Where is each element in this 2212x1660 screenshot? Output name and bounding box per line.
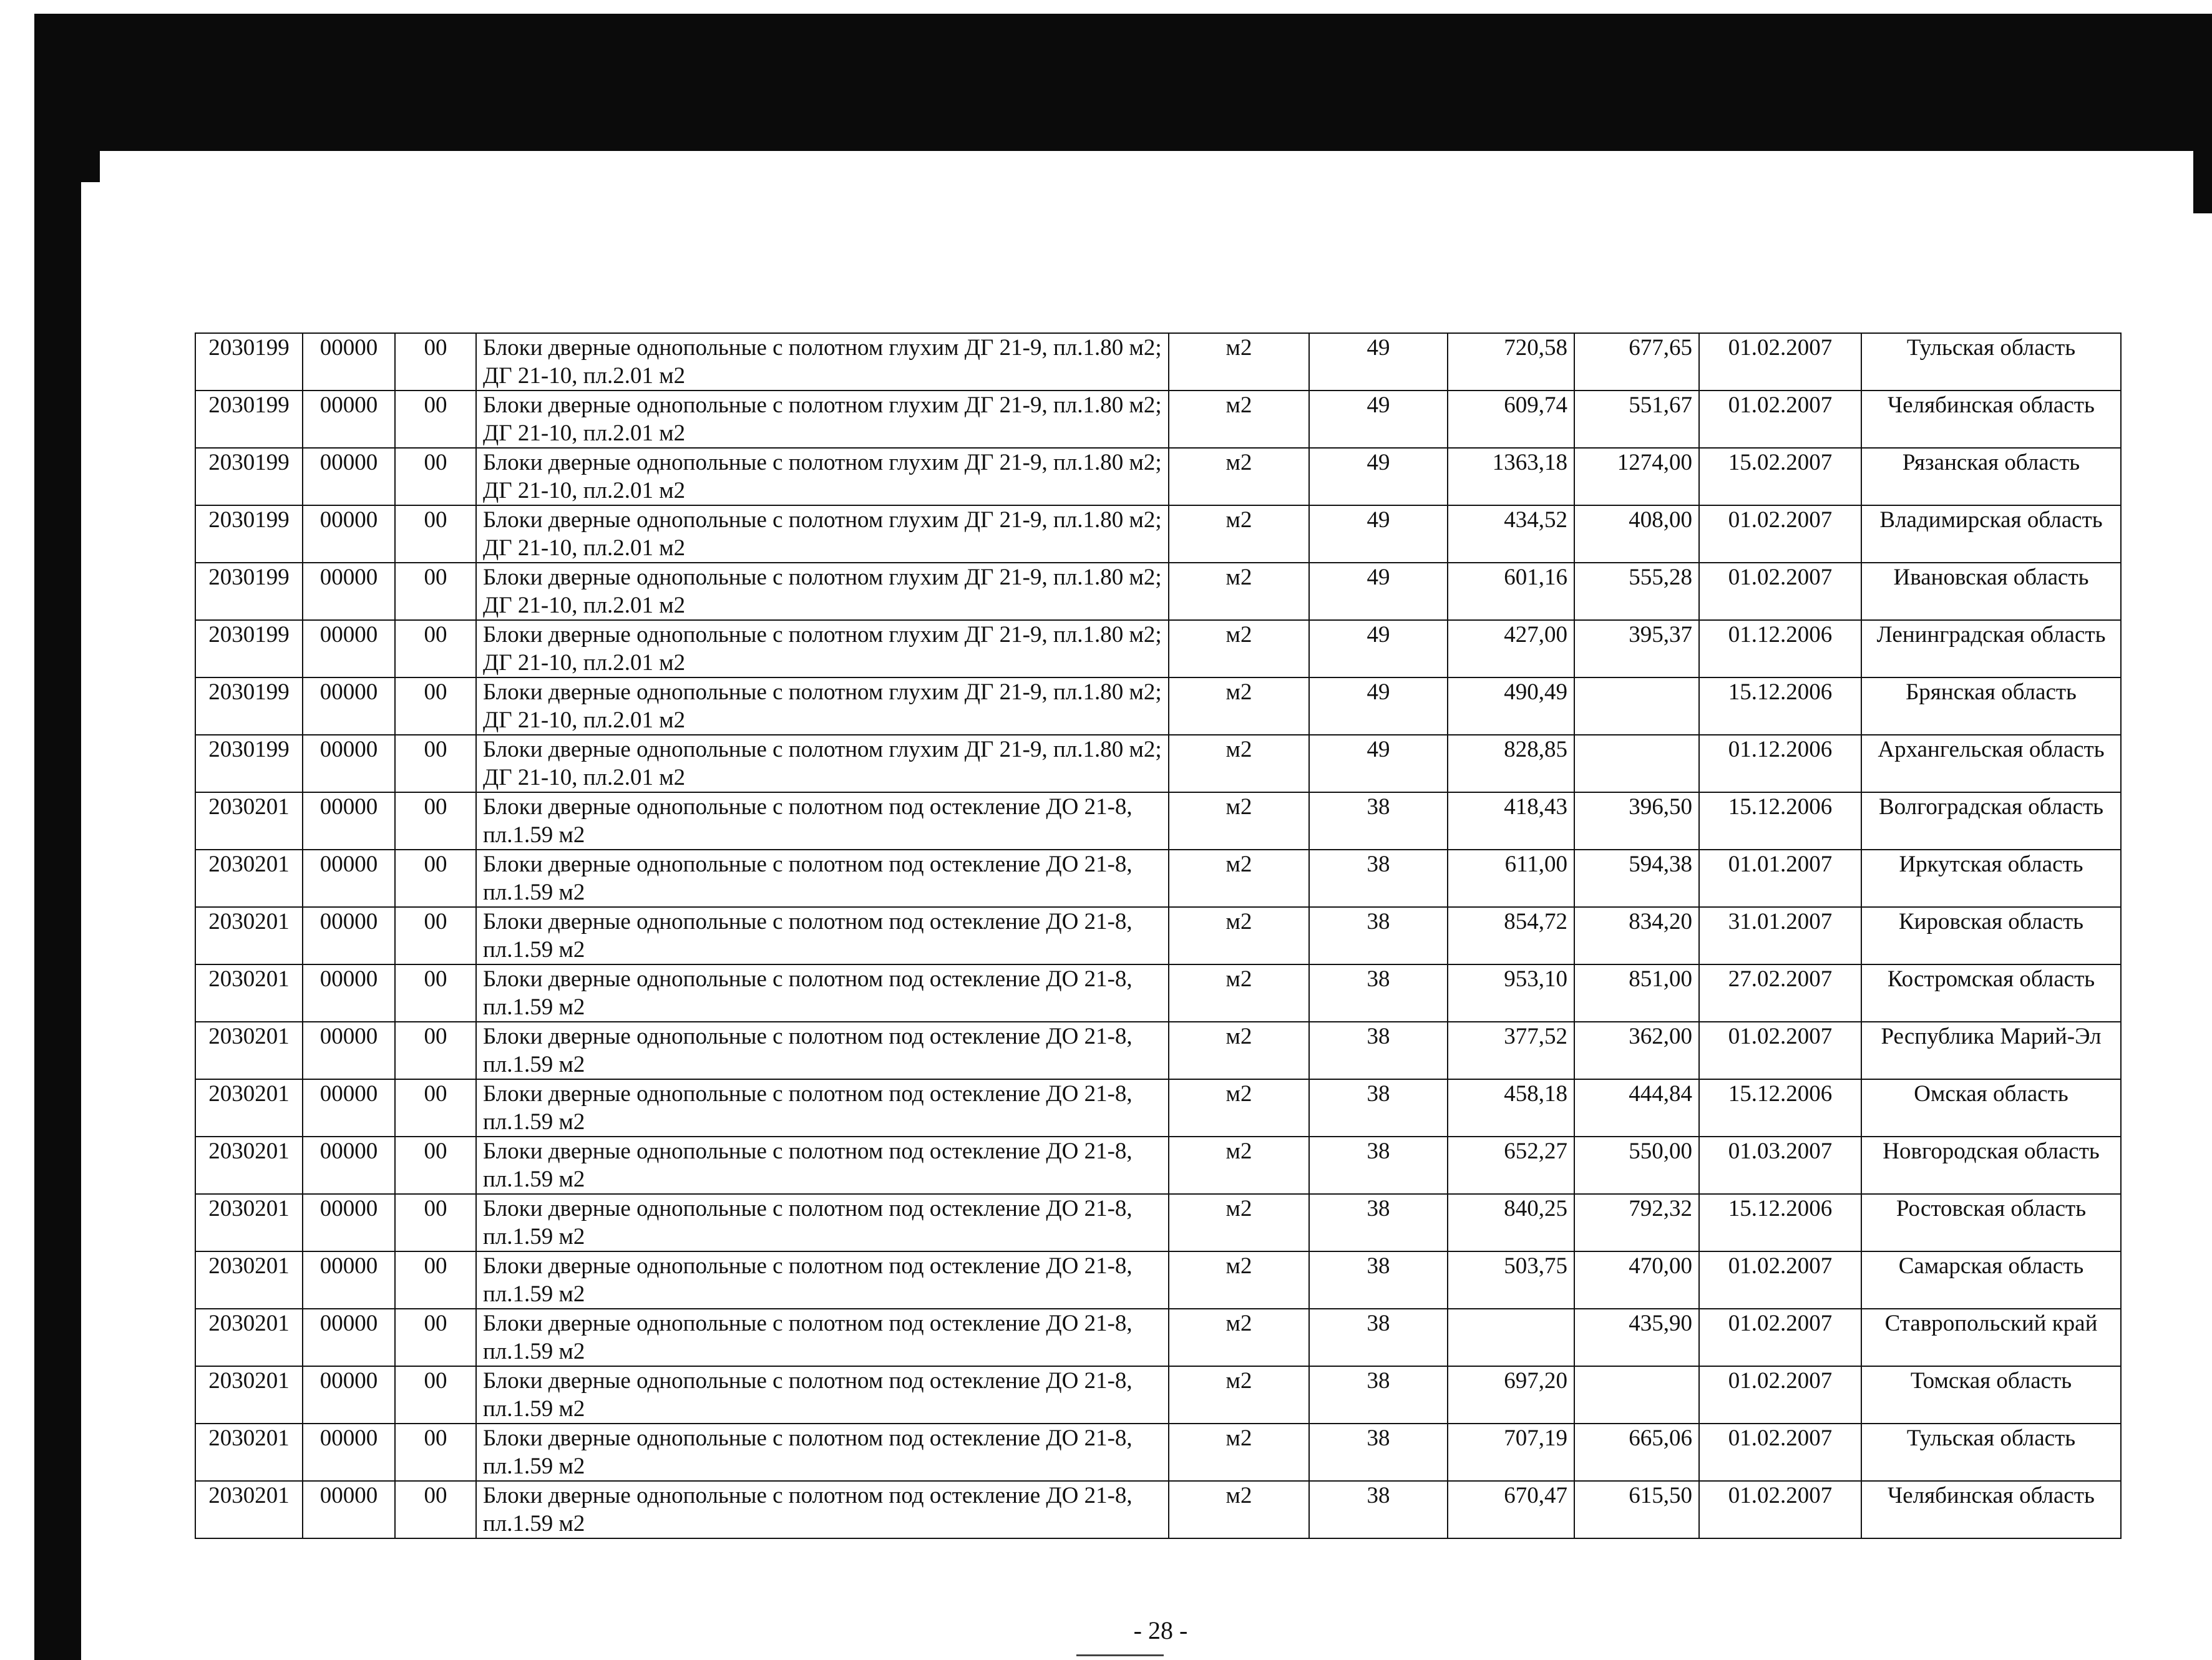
cell-description: Блоки дверные однопольные с полотном глухим ДГ 21-9, пл.1.80 м2; ДГ 21-10, пл.2.01 м2 <box>476 333 1169 391</box>
cell-price-1: 609,74 <box>1448 391 1574 448</box>
cell-price-1: 840,25 <box>1448 1194 1574 1251</box>
cell-code: 2030201 <box>195 1137 303 1194</box>
cell-class: 00 <box>395 907 476 964</box>
cell-description: Блоки дверные однопольные с полотном под остекление ДО 21-8, пл.1.59 м2 <box>476 907 1169 964</box>
cell-region: Челябинская область <box>1861 391 2121 448</box>
table-row <box>195 1194 2121 1251</box>
cell-number: 38 <box>1309 1194 1448 1251</box>
table-row <box>195 505 2121 563</box>
cell-date: 01.02.2007 <box>1699 1481 1861 1538</box>
cell-date: 01.01.2007 <box>1699 850 1861 907</box>
cell-date: 01.02.2007 <box>1699 333 1861 391</box>
cell-region: Тульская область <box>1861 333 2121 391</box>
cell-description: Блоки дверные однопольные с полотном глухим ДГ 21-9, пл.1.80 м2; ДГ 21-10, пл.2.01 м2 <box>476 735 1169 792</box>
cell-code: 2030201 <box>195 1022 303 1079</box>
cell-price-2 <box>1574 1366 1699 1424</box>
cell-code: 2030199 <box>195 677 303 735</box>
cell-description: Блоки дверные однопольные с полотном под остекление ДО 21-8, пл.1.59 м2 <box>476 1366 1169 1424</box>
cell-date: 27.02.2007 <box>1699 964 1861 1022</box>
cell-class: 00 <box>395 964 476 1022</box>
cell-subcode: 00000 <box>303 1022 395 1079</box>
cell-region: Кировская область <box>1861 907 2121 964</box>
table-row <box>195 333 2121 391</box>
cell-region: Республика Марий-Эл <box>1861 1022 2121 1079</box>
cell-price-1: 854,72 <box>1448 907 1574 964</box>
cell-number: 38 <box>1309 792 1448 850</box>
cell-code: 2030199 <box>195 563 303 620</box>
cell-unit: м2 <box>1169 792 1309 850</box>
table-row <box>195 964 2121 1022</box>
cell-date: 01.02.2007 <box>1699 1424 1861 1481</box>
cell-number: 49 <box>1309 391 1448 448</box>
cell-subcode: 00000 <box>303 1309 395 1366</box>
cell-price-1: 1363,18 <box>1448 448 1574 505</box>
cell-subcode: 00000 <box>303 1481 395 1538</box>
cell-subcode: 00000 <box>303 850 395 907</box>
cell-class: 00 <box>395 1079 476 1137</box>
table-row <box>195 1137 2121 1194</box>
cell-description: Блоки дверные однопольные с полотном глухим ДГ 21-9, пл.1.80 м2; ДГ 21-10, пл.2.01 м2 <box>476 448 1169 505</box>
cell-code: 2030201 <box>195 1251 303 1309</box>
cell-code: 2030201 <box>195 792 303 850</box>
cell-description: Блоки дверные однопольные с полотном под остекление ДО 21-8, пл.1.59 м2 <box>476 850 1169 907</box>
cell-price-2: 396,50 <box>1574 792 1699 850</box>
cell-subcode: 00000 <box>303 907 395 964</box>
cell-description: Блоки дверные однопольные с полотном глухим ДГ 21-9, пл.1.80 м2; ДГ 21-10, пл.2.01 м2 <box>476 677 1169 735</box>
cell-unit: м2 <box>1169 563 1309 620</box>
table-row <box>195 1022 2121 1079</box>
cell-subcode: 00000 <box>303 735 395 792</box>
cell-unit: м2 <box>1169 505 1309 563</box>
cell-class: 00 <box>395 1366 476 1424</box>
cell-class: 00 <box>395 1251 476 1309</box>
cell-price-1: 828,85 <box>1448 735 1574 792</box>
cell-number: 49 <box>1309 505 1448 563</box>
cell-subcode: 00000 <box>303 563 395 620</box>
cell-date: 15.12.2006 <box>1699 1079 1861 1137</box>
cell-region: Брянская область <box>1861 677 2121 735</box>
cell-unit: м2 <box>1169 964 1309 1022</box>
table-row <box>195 391 2121 448</box>
cell-number: 49 <box>1309 448 1448 505</box>
cell-unit: м2 <box>1169 1366 1309 1424</box>
cell-number: 38 <box>1309 1366 1448 1424</box>
cell-code: 2030199 <box>195 333 303 391</box>
table-row <box>195 1424 2121 1481</box>
table-row <box>195 850 2121 907</box>
cell-price-1: 720,58 <box>1448 333 1574 391</box>
table-row <box>195 735 2121 792</box>
table-row <box>195 563 2121 620</box>
cell-price-1: 611,00 <box>1448 850 1574 907</box>
price-table <box>195 332 2122 1539</box>
cell-price-2: 615,50 <box>1574 1481 1699 1538</box>
cell-price-1: 652,27 <box>1448 1137 1574 1194</box>
cell-unit: м2 <box>1169 850 1309 907</box>
cell-region: Иркутская область <box>1861 850 2121 907</box>
cell-code: 2030201 <box>195 850 303 907</box>
cell-subcode: 00000 <box>303 448 395 505</box>
cell-price-1: 601,16 <box>1448 563 1574 620</box>
cell-code: 2030199 <box>195 505 303 563</box>
scan-border-top <box>34 14 2212 151</box>
page-number: - 28 - <box>1133 1616 1188 1644</box>
cell-unit: м2 <box>1169 1424 1309 1481</box>
cell-price-2: 594,38 <box>1574 850 1699 907</box>
cell-price-2: 792,32 <box>1574 1194 1699 1251</box>
cell-number: 49 <box>1309 735 1448 792</box>
cell-unit: м2 <box>1169 620 1309 677</box>
cell-date: 01.03.2007 <box>1699 1137 1861 1194</box>
cell-class: 00 <box>395 333 476 391</box>
cell-price-1: 377,52 <box>1448 1022 1574 1079</box>
scan-border-left <box>34 14 81 1660</box>
cell-code: 2030201 <box>195 1079 303 1137</box>
cell-class: 00 <box>395 505 476 563</box>
cell-class: 00 <box>395 850 476 907</box>
cell-description: Блоки дверные однопольные с полотном под остекление ДО 21-8, пл.1.59 м2 <box>476 964 1169 1022</box>
cell-class: 00 <box>395 1022 476 1079</box>
cell-unit: м2 <box>1169 1481 1309 1538</box>
cell-subcode: 00000 <box>303 505 395 563</box>
cell-unit: м2 <box>1169 1022 1309 1079</box>
cell-date: 15.02.2007 <box>1699 448 1861 505</box>
cell-subcode: 00000 <box>303 964 395 1022</box>
cell-subcode: 00000 <box>303 1137 395 1194</box>
cell-subcode: 00000 <box>303 792 395 850</box>
cell-class: 00 <box>395 1309 476 1366</box>
cell-date: 01.02.2007 <box>1699 1251 1861 1309</box>
cell-date: 01.02.2007 <box>1699 1022 1861 1079</box>
cell-description: Блоки дверные однопольные с полотном под остекление ДО 21-8, пл.1.59 м2 <box>476 1137 1169 1194</box>
cell-code: 2030199 <box>195 448 303 505</box>
cell-date: 15.12.2006 <box>1699 792 1861 850</box>
cell-price-1: 458,18 <box>1448 1079 1574 1137</box>
cell-number: 38 <box>1309 1309 1448 1366</box>
cell-code: 2030199 <box>195 391 303 448</box>
cell-region: Рязанская область <box>1861 448 2121 505</box>
cell-code: 2030201 <box>195 1194 303 1251</box>
cell-code: 2030201 <box>195 907 303 964</box>
cell-code: 2030201 <box>195 1424 303 1481</box>
cell-code: 2030199 <box>195 620 303 677</box>
cell-date: 01.02.2007 <box>1699 563 1861 620</box>
cell-price-2: 555,28 <box>1574 563 1699 620</box>
table-row <box>195 1366 2121 1424</box>
cell-price-2: 550,00 <box>1574 1137 1699 1194</box>
cell-price-2: 470,00 <box>1574 1251 1699 1309</box>
cell-unit: м2 <box>1169 735 1309 792</box>
cell-number: 38 <box>1309 907 1448 964</box>
table-row <box>195 1481 2121 1538</box>
cell-date: 01.02.2007 <box>1699 505 1861 563</box>
cell-code: 2030201 <box>195 964 303 1022</box>
cell-price-2: 665,06 <box>1574 1424 1699 1481</box>
cell-class: 00 <box>395 677 476 735</box>
cell-price-2: 551,67 <box>1574 391 1699 448</box>
table-row <box>195 620 2121 677</box>
cell-class: 00 <box>395 1424 476 1481</box>
cell-class: 00 <box>395 391 476 448</box>
cell-date: 15.12.2006 <box>1699 1194 1861 1251</box>
cell-subcode: 00000 <box>303 333 395 391</box>
cell-description: Блоки дверные однопольные с полотном глухим ДГ 21-9, пл.1.80 м2; ДГ 21-10, пл.2.01 м2 <box>476 563 1169 620</box>
cell-price-1: 953,10 <box>1448 964 1574 1022</box>
cell-code: 2030201 <box>195 1481 303 1538</box>
cell-code: 2030201 <box>195 1309 303 1366</box>
cell-number: 49 <box>1309 333 1448 391</box>
cell-number: 38 <box>1309 1022 1448 1079</box>
cell-price-1: 503,75 <box>1448 1251 1574 1309</box>
cell-date: 15.12.2006 <box>1699 677 1861 735</box>
cell-region: Костромская область <box>1861 964 2121 1022</box>
cell-subcode: 00000 <box>303 1251 395 1309</box>
cell-number: 49 <box>1309 563 1448 620</box>
cell-subcode: 00000 <box>303 677 395 735</box>
cell-region: Ростовская область <box>1861 1194 2121 1251</box>
cell-description: Блоки дверные однопольные с полотном под остекление ДО 21-8, пл.1.59 м2 <box>476 1194 1169 1251</box>
cell-subcode: 00000 <box>303 391 395 448</box>
price-table-container <box>195 332 2120 1539</box>
page-number-underline <box>1076 1654 1164 1656</box>
cell-number: 38 <box>1309 1251 1448 1309</box>
cell-region: Волгоградская область <box>1861 792 2121 850</box>
cell-price-2 <box>1574 677 1699 735</box>
cell-code: 2030199 <box>195 735 303 792</box>
cell-date: 01.02.2007 <box>1699 391 1861 448</box>
cell-price-2: 1274,00 <box>1574 448 1699 505</box>
cell-unit: м2 <box>1169 391 1309 448</box>
cell-region: Тульская область <box>1861 1424 2121 1481</box>
cell-description: Блоки дверные однопольные с полотном под остекление ДО 21-8, пл.1.59 м2 <box>476 792 1169 850</box>
cell-number: 38 <box>1309 1481 1448 1538</box>
cell-price-2: 851,00 <box>1574 964 1699 1022</box>
cell-number: 38 <box>1309 964 1448 1022</box>
cell-unit: м2 <box>1169 907 1309 964</box>
cell-price-2: 834,20 <box>1574 907 1699 964</box>
cell-class: 00 <box>395 563 476 620</box>
cell-region: Ставропольский край <box>1861 1309 2121 1366</box>
cell-class: 00 <box>395 620 476 677</box>
table-row <box>195 677 2121 735</box>
cell-price-1: 670,47 <box>1448 1481 1574 1538</box>
cell-code: 2030201 <box>195 1366 303 1424</box>
table-row <box>195 1251 2121 1309</box>
cell-price-1: 418,43 <box>1448 792 1574 850</box>
cell-description: Блоки дверные однопольные с полотном глухим ДГ 21-9, пл.1.80 м2; ДГ 21-10, пл.2.01 м2 <box>476 391 1169 448</box>
cell-region: Владимирская область <box>1861 505 2121 563</box>
cell-unit: м2 <box>1169 677 1309 735</box>
cell-subcode: 00000 <box>303 620 395 677</box>
cell-number: 38 <box>1309 1079 1448 1137</box>
cell-number: 38 <box>1309 1137 1448 1194</box>
table-row <box>195 792 2121 850</box>
cell-date: 01.02.2007 <box>1699 1366 1861 1424</box>
cell-unit: м2 <box>1169 1079 1309 1137</box>
table-body <box>195 333 2121 1538</box>
cell-price-2: 362,00 <box>1574 1022 1699 1079</box>
cell-class: 00 <box>395 1481 476 1538</box>
cell-price-2: 677,65 <box>1574 333 1699 391</box>
cell-price-1: 697,20 <box>1448 1366 1574 1424</box>
cell-subcode: 00000 <box>303 1424 395 1481</box>
cell-description: Блоки дверные однопольные с полотном под остекление ДО 21-8, пл.1.59 м2 <box>476 1481 1169 1538</box>
cell-description: Блоки дверные однопольные с полотном под остекление ДО 21-8, пл.1.59 м2 <box>476 1022 1169 1079</box>
cell-description: Блоки дверные однопольные с полотном под остекление ДО 21-8, пл.1.59 м2 <box>476 1424 1169 1481</box>
cell-region: Новгородская область <box>1861 1137 2121 1194</box>
cell-price-1 <box>1448 1309 1574 1366</box>
cell-region: Томская область <box>1861 1366 2121 1424</box>
scan-border-notch <box>81 151 100 182</box>
cell-number: 38 <box>1309 1424 1448 1481</box>
cell-subcode: 00000 <box>303 1366 395 1424</box>
cell-unit: м2 <box>1169 1137 1309 1194</box>
cell-unit: м2 <box>1169 1309 1309 1366</box>
cell-description: Блоки дверные однопольные с полотном под остекление ДО 21-8, пл.1.59 м2 <box>476 1079 1169 1137</box>
cell-price-2: 408,00 <box>1574 505 1699 563</box>
cell-date: 01.12.2006 <box>1699 620 1861 677</box>
cell-subcode: 00000 <box>303 1194 395 1251</box>
cell-description: Блоки дверные однопольные с полотном под остекление ДО 21-8, пл.1.59 м2 <box>476 1309 1169 1366</box>
cell-price-1: 434,52 <box>1448 505 1574 563</box>
cell-class: 00 <box>395 1137 476 1194</box>
cell-region: Самарская область <box>1861 1251 2121 1309</box>
cell-unit: м2 <box>1169 1194 1309 1251</box>
cell-price-1: 707,19 <box>1448 1424 1574 1481</box>
cell-unit: м2 <box>1169 1251 1309 1309</box>
cell-description: Блоки дверные однопольные с полотном глухим ДГ 21-9, пл.1.80 м2; ДГ 21-10, пл.2.01 м2 <box>476 620 1169 677</box>
cell-date: 01.02.2007 <box>1699 1309 1861 1366</box>
cell-region: Челябинская область <box>1861 1481 2121 1538</box>
scan-border-right <box>2193 14 2212 213</box>
cell-date: 31.01.2007 <box>1699 907 1861 964</box>
cell-price-1: 490,49 <box>1448 677 1574 735</box>
cell-description: Блоки дверные однопольные с полотном под остекление ДО 21-8, пл.1.59 м2 <box>476 1251 1169 1309</box>
cell-price-2 <box>1574 735 1699 792</box>
cell-region: Архангельская область <box>1861 735 2121 792</box>
cell-price-1: 427,00 <box>1448 620 1574 677</box>
cell-subcode: 00000 <box>303 1079 395 1137</box>
cell-class: 00 <box>395 792 476 850</box>
cell-price-2: 395,37 <box>1574 620 1699 677</box>
cell-unit: м2 <box>1169 448 1309 505</box>
cell-date: 01.12.2006 <box>1699 735 1861 792</box>
table-row <box>195 1079 2121 1137</box>
cell-class: 00 <box>395 735 476 792</box>
table-row <box>195 907 2121 964</box>
cell-class: 00 <box>395 1194 476 1251</box>
cell-price-2: 435,90 <box>1574 1309 1699 1366</box>
cell-number: 38 <box>1309 850 1448 907</box>
cell-region: Ивановская область <box>1861 563 2121 620</box>
cell-region: Омская область <box>1861 1079 2121 1137</box>
cell-number: 49 <box>1309 620 1448 677</box>
cell-number: 49 <box>1309 677 1448 735</box>
cell-region: Ленинградская область <box>1861 620 2121 677</box>
cell-price-2: 444,84 <box>1574 1079 1699 1137</box>
cell-description: Блоки дверные однопольные с полотном глухим ДГ 21-9, пл.1.80 м2; ДГ 21-10, пл.2.01 м2 <box>476 505 1169 563</box>
table-row <box>195 448 2121 505</box>
cell-class: 00 <box>395 448 476 505</box>
table-row <box>195 1309 2121 1366</box>
cell-unit: м2 <box>1169 333 1309 391</box>
